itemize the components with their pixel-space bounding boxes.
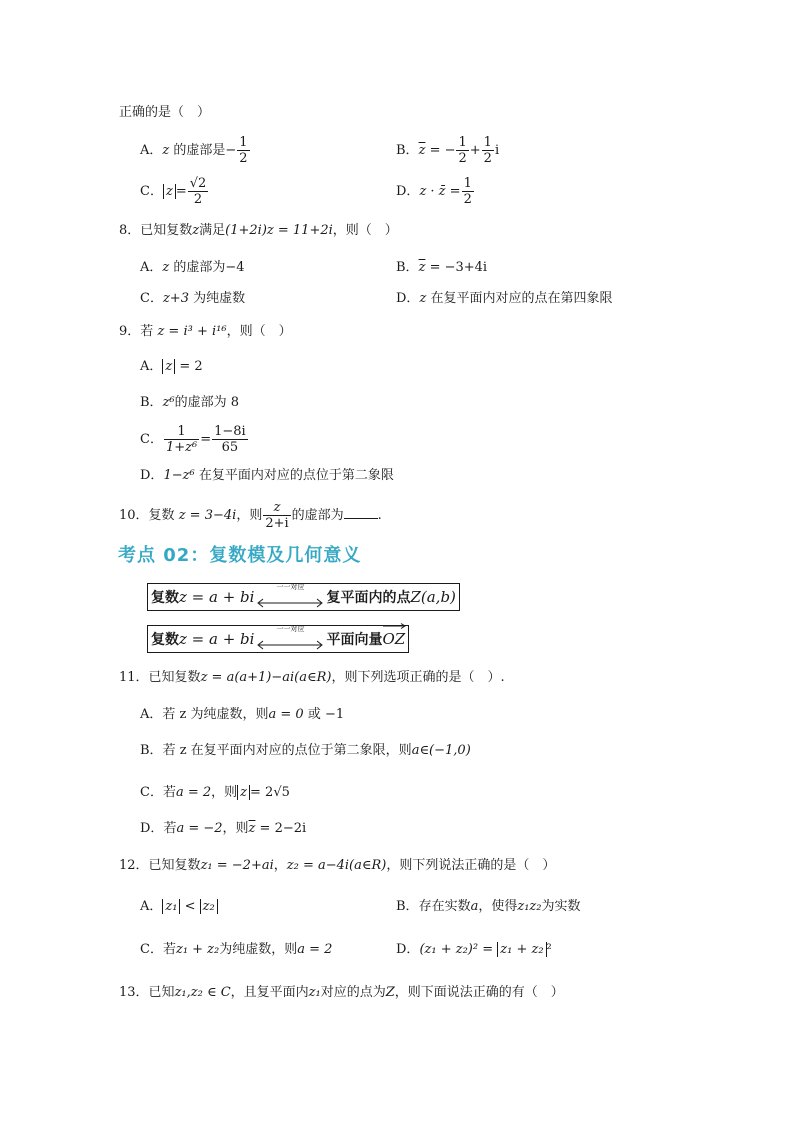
- q9-stem: 9．若 z = i³ + i¹⁶，则（ ）: [119, 324, 292, 339]
- q11-stem: 11．已知复数z = a(a+1)−ai(a∈R)，则下列选项正确的是（ ）.: [119, 670, 505, 685]
- one-to-one-arrow-icon: 一一对应: [256, 592, 324, 604]
- q7-option-d: D．z · z̄ = $\frac{1}{2}$: [396, 176, 472, 207]
- q12-option-c: C．若z₁ + z₂为纯虚数，则a = 2: [140, 942, 333, 957]
- q8-option-c: C．z+3 为纯虚数: [140, 291, 246, 306]
- q9-option-b: B．z⁶的虚部为 8: [140, 395, 240, 410]
- q7-option-a: A．z 的虚部是− $\frac{1}{2}$: [140, 135, 248, 166]
- q7-option-c: C． z = $\frac{√2}{2}$: [140, 176, 207, 207]
- one-to-one-arrow-icon: 一一对应: [256, 634, 324, 646]
- answer-blank: [344, 506, 378, 519]
- q11-option-b: B．若 z 在复平面内对应的点位于第二象限，则a∈(−1,0): [140, 743, 471, 758]
- q12-option-b: B．存在实数a，使得z₁z₂为实数: [396, 899, 581, 914]
- q12-option-d: D．(z₁ + z₂)² = z₁ + z₂ ²: [396, 942, 552, 957]
- q8-stem: 8．已知复数z满足(1+2i)z = 11+2i，则（ ）: [119, 223, 398, 238]
- q11-option-c: C．若a = 2，则 z = 2√5: [140, 785, 290, 800]
- q10-stem: 10．复数 z = 3−4i，则 $\frac{z}{2+i}$ 的虚部为 .: [119, 500, 382, 531]
- vector-arrow-icon: [382, 623, 405, 629]
- q11-option-a: A．若 z 为纯虚数，则a = 0 或 −1: [140, 707, 345, 722]
- section-heading: 考点 02：复数模及几何意义: [118, 545, 362, 566]
- q9-option-a: A． z = 2: [140, 359, 203, 374]
- q13-stem: 13．已知z₁,z₂ ∈ C，且复平面内z₁对应的点为Z，则下面说法正确的有（ ）: [119, 985, 564, 1000]
- q12-stem: 12．已知复数z₁ = −2+ai，z₂ = a−4i(a∈R)，则下列说法正确的是（ ）: [119, 858, 556, 873]
- q11-option-d: D．若a = −2，则$\overline{z} = 2-2i$: [140, 821, 307, 836]
- q8-option-b: B．$\overline{z} = -3+4i$: [396, 260, 488, 275]
- q7-stem: 正确的是（ ）: [119, 105, 211, 120]
- concept-box-point: 复数z = a + bi 一一对应 复平面内的点Z(a,b): [147, 583, 460, 611]
- q8-option-a: A．z 的虚部为−4: [140, 260, 245, 275]
- concept-box-vector: 复数z = a + bi 一一对应 平面向量 OZ: [147, 625, 409, 653]
- q12-option-a: A． z₁ < z₂: [140, 898, 218, 916]
- q9-option-c: C． $\frac{1}{\text{1+z⁶}}$ = $\frac{1-8i}{65}$: [140, 424, 246, 455]
- q8-option-d: D．z 在复平面内对应的点在第四象限: [396, 291, 613, 306]
- q9-option-d: D．1−z⁶ 在复平面内对应的点位于第二象限: [140, 468, 394, 483]
- q7-option-b: B．$\overline{z}$ = − $\frac{1}{2}$ + $\frac{1}{2}$ i: [396, 135, 500, 166]
